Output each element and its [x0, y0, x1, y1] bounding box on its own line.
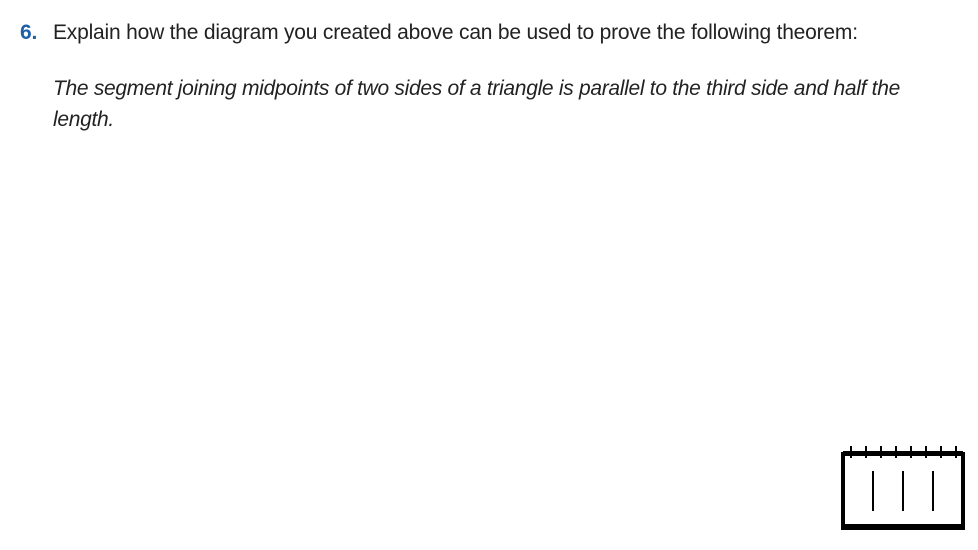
question-prompt: Explain how the diagram you created above can be used to prove the following theorem: — [53, 21, 858, 44]
question-prompt-line — [20, 18, 960, 48]
notebook-icon[interactable] — [840, 444, 966, 532]
theorem-statement: The segment joining midpoints of two sides of a triangle is parallel to the third side and half the length. — [53, 77, 900, 131]
question-6 — [20, 18, 960, 135]
question-number: 6. — [20, 21, 38, 44]
